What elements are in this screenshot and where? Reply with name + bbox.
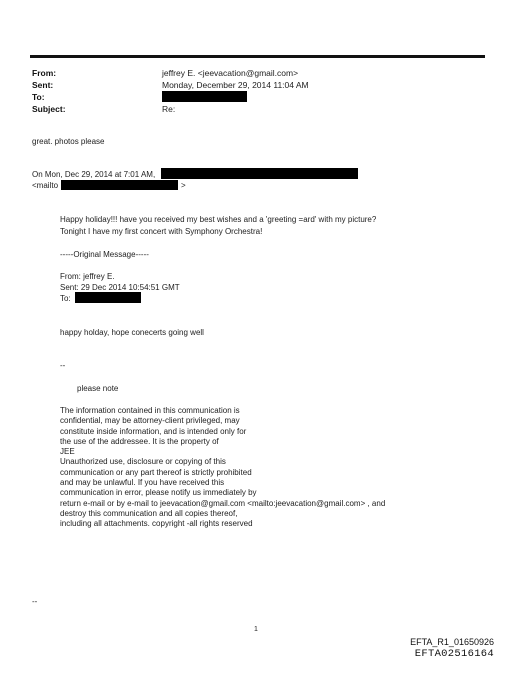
page-number: 1 [254,626,258,633]
original-message-marker: -----Original Message----- [60,250,149,259]
subject-label: Subject: [32,104,66,114]
mailto-redaction [61,180,178,190]
subject-value: Re: [162,104,176,114]
sent-value: Monday, December 29, 2014 11:04 AM [162,80,309,90]
signature-dashes: -- [60,361,66,370]
orig-body: happy holday, hope conecerts going well [60,328,204,337]
message-line-2: Tonight I have my first concert with Symphony Orchestra! [60,227,263,236]
sent-label: Sent: [32,80,54,90]
orig-to: To: [60,294,71,303]
bates-number-1: EFTA_R1_01650926 [410,637,494,647]
orig-from: From: jeffrey E. [60,272,115,281]
mailto-start: <mailto [32,181,59,190]
from-value: jeffrey E. <jeevacation@gmail.com> [162,68,299,78]
bottom-dashes: -- [32,597,38,606]
sender-redaction [161,168,358,179]
quote-intro: On Mon, Dec 29, 2014 at 7:01 AM, [32,170,156,179]
message-line-1: Happy holiday!!! have you received my best wishes and a 'greeting =ard' with my picture? [60,215,377,224]
mailto-end: > [181,181,186,190]
from-label: From: [32,68,57,78]
reply-text: great. photos please [32,137,105,146]
to-label: To: [32,92,45,102]
orig-sent: Sent: 29 Dec 2014 10:54:51 GMT [60,283,180,292]
to-redaction [162,91,247,102]
header-rule [30,55,485,58]
please-note: please note [77,384,119,393]
orig-to-redaction [75,292,141,303]
bates-number-2: EFTA02516164 [414,648,494,660]
confidentiality-disclaimer: The information contained in this communication is confidential, may be attorney-client privileged, may constitute inside information, and is intended only for the use of the addressee. It is the property of JEE Unauthorized use, disclosure or copying of this communication or any part thereof is strictly prohibited and may be unlawful. If you have received this communication in error, please notify us immediately by return e-mail or by e-mail to jeevacation@gmail.com <mailto:jeevacation@gmail.com> , and destroy this communication and all copies thereof, including all attachments. copyright -all rights reserved [60,406,386,529]
